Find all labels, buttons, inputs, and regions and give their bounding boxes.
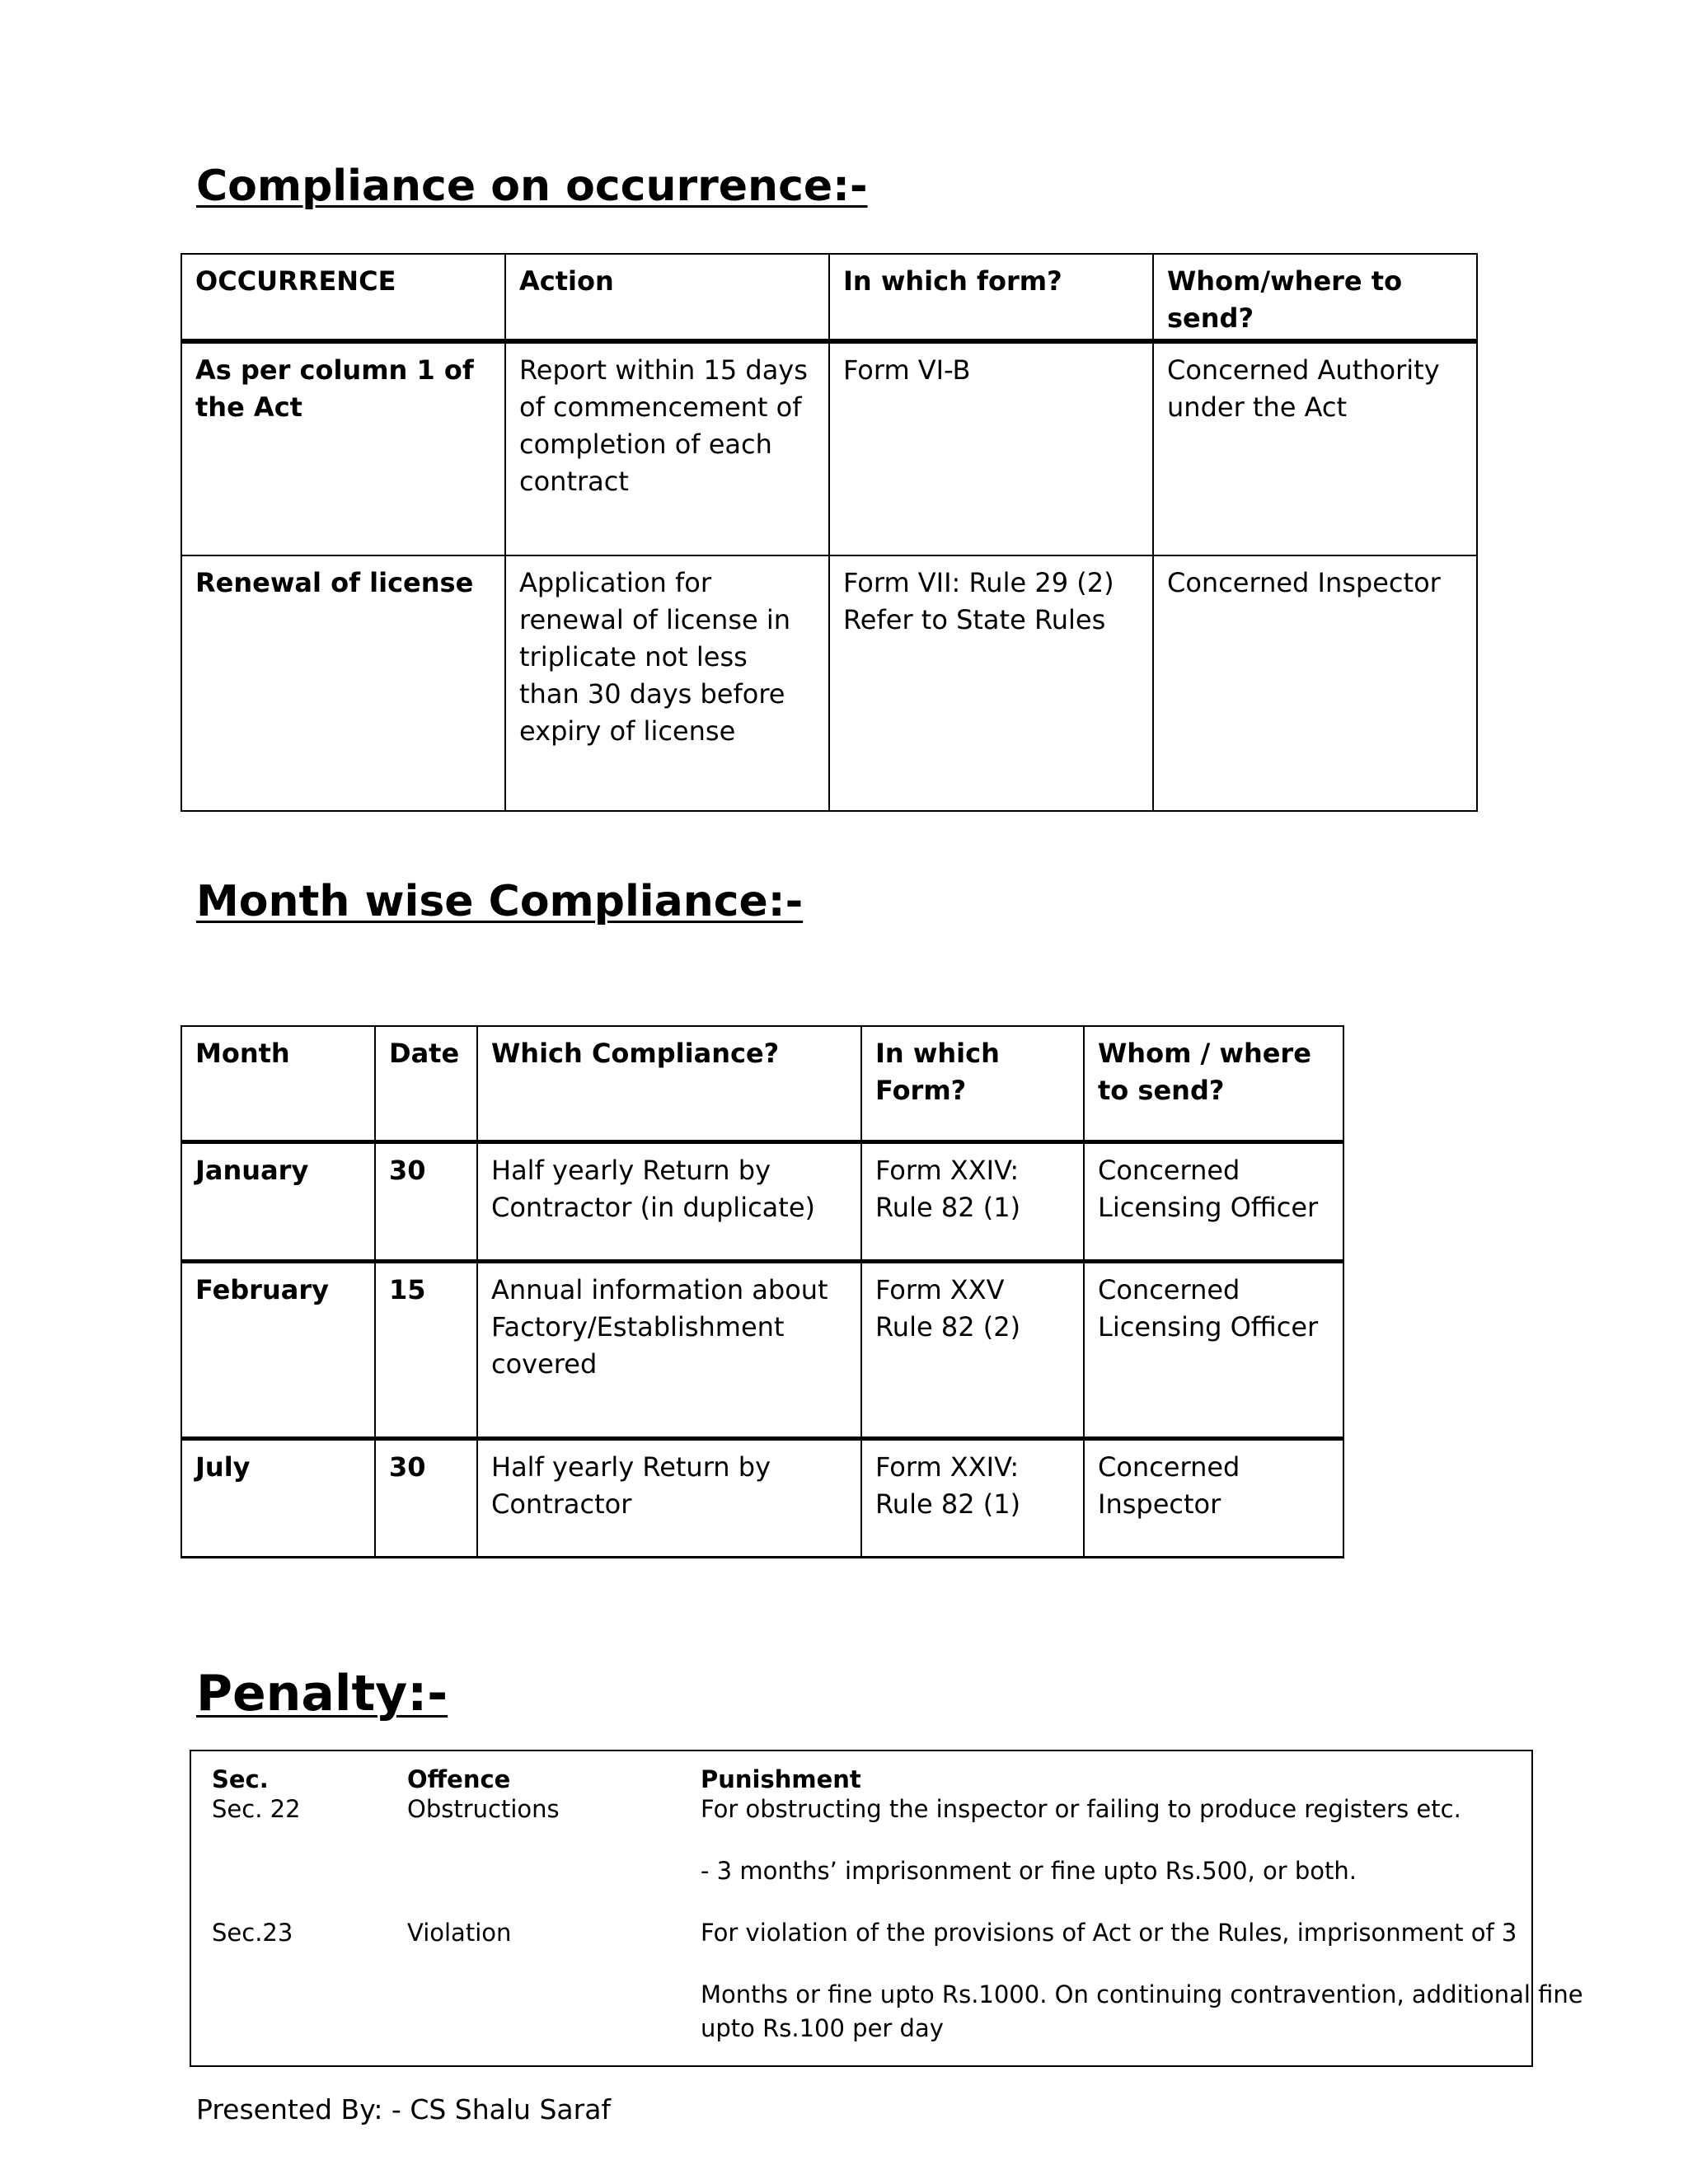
table-row: [181, 341, 1477, 555]
form-cell: Form XXV Rule 82 (2): [861, 1262, 1084, 1439]
sec-cell: Sec. 22: [212, 1795, 301, 1823]
presenter-credit: Presented By: - CS Shalu Saraf: [196, 2093, 612, 2125]
month-cell: July: [181, 1439, 375, 1558]
punishment-line: upto Rs.100 per day: [701, 2014, 944, 2042]
column-header-whom: Whom / where to send?: [1084, 1026, 1343, 1142]
whom-cell: Concerned Authority under the Act: [1153, 341, 1477, 555]
compliance-cell: Annual information about Factory/Establishment covered: [477, 1262, 861, 1439]
form-cell: Form XXIV: Rule 82 (1): [861, 1439, 1084, 1558]
occurrence-cell: Renewal of license: [181, 555, 505, 811]
whom-cell: Concerned Inspector: [1084, 1439, 1343, 1558]
occurrence-table: [181, 253, 1478, 812]
offence-cell: Obstructions: [407, 1795, 560, 1823]
section-title-month-wise: Month wise Compliance:-: [196, 877, 804, 926]
penalty-table: [190, 1750, 1583, 2067]
column-header-date: Date: [375, 1026, 477, 1142]
punishment-line: For violation of the provisions of Act or the Rules, imprisonment of 3: [701, 1919, 1517, 1947]
column-header-occurrence: OCCURRENCE: [181, 254, 505, 341]
whom-cell: Concerned Licensing Officer: [1084, 1142, 1343, 1262]
form-cell: Form VI-B: [829, 341, 1153, 555]
column-header-action: Action: [505, 254, 829, 341]
month-wise-table: [181, 1025, 1344, 1558]
column-header-offence: Offence: [407, 1765, 511, 1793]
month-cell: February: [181, 1262, 375, 1439]
table-header-row: [181, 254, 1477, 341]
offence-cell: Violation: [407, 1919, 512, 1947]
column-header-punishment: Punishment: [701, 1765, 861, 1793]
punishment-line: - 3 months’ imprisonment or fine upto Rs.500, or both.: [701, 1857, 1357, 1885]
column-header-compliance: Which Compliance?: [477, 1026, 861, 1142]
form-cell: Form VII: Rule 29 (2) Refer to State Rules: [829, 555, 1153, 811]
occurrence-cell: As per column 1 of the Act: [181, 341, 505, 555]
compliance-cell: Half yearly Return by Contractor (in duplicate): [477, 1142, 861, 1262]
column-header-form: In which Form?: [861, 1026, 1084, 1142]
action-cell: Application for renewal of license in triplicate not less than 30 days before expiry of license: [505, 555, 829, 811]
action-cell: Report within 15 days of commencement of completion of each contract: [505, 341, 829, 555]
date-cell: 15: [375, 1262, 477, 1439]
date-cell: 30: [375, 1439, 477, 1558]
punishment-line: Months or fine upto Rs.1000. On continuing contravention, additional fine: [701, 1980, 1583, 2008]
punishment-line: For obstructing the inspector or failing to produce registers etc.: [701, 1795, 1461, 1823]
table-header-row: [181, 1026, 1343, 1142]
date-cell: 30: [375, 1142, 477, 1262]
form-cell: Form XXIV: Rule 82 (1): [861, 1142, 1084, 1262]
column-header-form: In which form?: [829, 254, 1153, 341]
section-title-occurrence: Compliance on occurrence:-: [196, 162, 868, 211]
month-cell: January: [181, 1142, 375, 1262]
sec-cell: Sec.23: [212, 1919, 293, 1947]
table-row: [181, 1142, 1343, 1262]
section-title-penalty: Penalty:-: [196, 1665, 448, 1722]
column-header-sec: Sec.: [212, 1765, 269, 1793]
whom-cell: Concerned Licensing Officer: [1084, 1262, 1343, 1439]
column-header-whom: Whom/where to send?: [1153, 254, 1477, 341]
whom-cell: Concerned Inspector: [1153, 555, 1477, 811]
compliance-cell: Half yearly Return by Contractor: [477, 1439, 861, 1558]
table-row: [181, 1439, 1343, 1558]
table-row: [181, 555, 1477, 811]
table-row: [181, 1262, 1343, 1439]
column-header-month: Month: [181, 1026, 375, 1142]
